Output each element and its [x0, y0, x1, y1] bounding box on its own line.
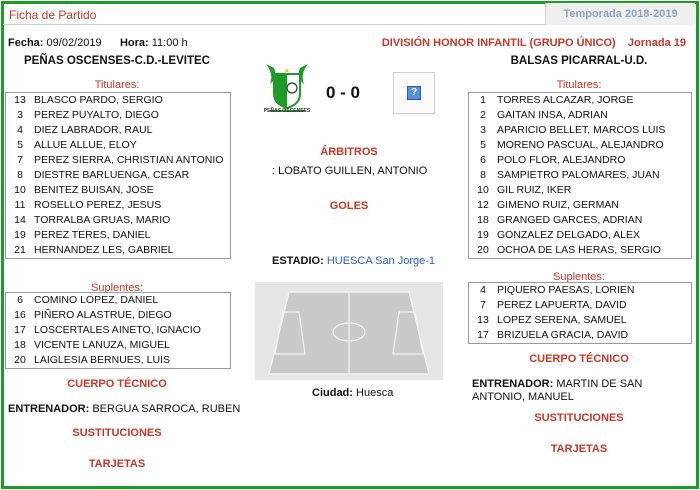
- date-label: Fecha:: [8, 37, 44, 49]
- goals-title: GOLES: [329, 200, 369, 212]
- player-row[interactable]: [469, 108, 691, 123]
- home-starters-list: [5, 92, 231, 259]
- round-label: Jornada 19: [627, 37, 686, 49]
- player-row[interactable]: [469, 153, 691, 168]
- player-row[interactable]: [6, 353, 230, 368]
- away-logo-placeholder: [393, 72, 435, 114]
- player-number: 13: [14, 94, 26, 106]
- player-number: 20: [14, 354, 26, 366]
- pitch-image: [255, 282, 443, 380]
- stadium-label: ESTADIO:: [272, 255, 324, 267]
- player-name: PIÑERO ALASTRUE, DIEGO: [34, 309, 172, 321]
- player-row[interactable]: [469, 313, 691, 328]
- player-row[interactable]: [6, 123, 230, 138]
- away-coach-name: MARTIN DE SAN ANTONIO, MANUEL: [472, 378, 643, 403]
- player-name: GIL RUIZ, IKER: [497, 184, 572, 196]
- player-number: 19: [14, 229, 26, 241]
- player-number: 6: [480, 154, 486, 166]
- division-name: DIVISIÓN HONOR INFANTIL (GRUPO ÚNICO): [381, 37, 616, 49]
- away-substitutions-title: SUSTITUCIONES: [534, 412, 624, 424]
- player-number: 13: [477, 314, 489, 326]
- player-name: LOPEZ SERENA, SAMUEL: [497, 314, 627, 326]
- player-number: 4: [17, 124, 23, 136]
- away-staff-title: CUERPO TÉCNICO: [529, 353, 629, 365]
- player-name: PEREZ SIERRA, CHRISTIAN ANTONIO: [34, 154, 224, 166]
- player-row[interactable]: [6, 338, 230, 353]
- player-row[interactable]: [469, 298, 691, 313]
- player-name: DIEZ LABRADOR, RAUL: [34, 124, 153, 136]
- player-name: GONZALEZ DELGADO, ALEX: [497, 229, 640, 241]
- player-row[interactable]: [6, 293, 230, 308]
- player-row[interactable]: [6, 308, 230, 323]
- player-number: 2: [480, 109, 486, 121]
- player-name: BRIZUELA GRACIA, DAVID: [497, 329, 629, 341]
- player-name: TORRALBA GRUAS, MARIO: [34, 214, 171, 226]
- player-number: 5: [17, 139, 23, 151]
- player-row[interactable]: [469, 198, 691, 213]
- player-row[interactable]: [6, 138, 230, 153]
- player-name: PEREZ TERES, DANIEL: [34, 229, 151, 241]
- player-row[interactable]: [469, 228, 691, 243]
- player-row[interactable]: [469, 183, 691, 198]
- home-substitutions-title: SUSTITUCIONES: [72, 427, 162, 439]
- player-number: 20: [477, 244, 489, 256]
- player-row[interactable]: [6, 243, 230, 258]
- player-number: 5: [480, 139, 486, 151]
- player-number: 4: [480, 284, 486, 296]
- player-number: 6: [17, 294, 23, 306]
- player-name: VICENTE LANUZA, MIGUEL: [34, 339, 170, 351]
- player-name: ALLUE ALLUE, ELOY: [34, 139, 137, 151]
- stadium-link[interactable]: HUESCA San Jorge-1: [326, 255, 436, 267]
- player-name: BENITEZ BUISAN, JOSE: [34, 184, 154, 196]
- player-row[interactable]: [6, 228, 230, 243]
- player-row[interactable]: [469, 123, 691, 138]
- division-info: [382, 37, 686, 49]
- player-number: 17: [477, 329, 489, 341]
- match-score: 0 - 0: [326, 83, 361, 102]
- player-row[interactable]: [6, 198, 230, 213]
- away-coach: [472, 378, 690, 404]
- player-row[interactable]: [6, 183, 230, 198]
- player-name: ROSELLO PEREZ, JESUS: [34, 199, 162, 211]
- player-number: 7: [480, 299, 486, 311]
- player-row[interactable]: [6, 213, 230, 228]
- player-name: PIQUERO PAESAS, LORIEN: [497, 284, 635, 296]
- player-name: OCHOA DE LAS HERAS, SERGIO: [497, 244, 661, 256]
- match-info: [8, 37, 188, 49]
- player-row[interactable]: [469, 168, 691, 183]
- player-name: POLO FLOR, ALEJANDRO: [497, 154, 626, 166]
- time-label: Hora:: [119, 37, 149, 49]
- player-name: GIMENO RUIZ, GERMAN: [497, 199, 619, 211]
- player-name: PEREZ LAPUERTA, DAVID: [497, 299, 627, 311]
- player-row[interactable]: [6, 153, 230, 168]
- player-number: 17: [14, 324, 26, 336]
- home-subs-list: [5, 292, 231, 369]
- player-name: GRANGED GARCES, ADRIAN: [497, 214, 643, 226]
- match-time: 11:00 h: [151, 37, 188, 49]
- player-number: 3: [480, 124, 486, 136]
- player-row[interactable]: [6, 168, 230, 183]
- away-subs-list: [468, 282, 692, 344]
- player-name: LAIGLESIA BERNUES, LUIS: [34, 354, 170, 366]
- player-name: GAITAN INSA, ADRIAN: [497, 109, 608, 121]
- player-row[interactable]: [469, 243, 691, 258]
- away-subs-title: Suplentes:: [553, 271, 605, 283]
- city-name: Huesca: [356, 387, 394, 399]
- top-bar: [3, 3, 695, 25]
- player-name: HERNANDEZ LES, GABRIEL: [34, 244, 174, 256]
- player-number: 14: [14, 214, 26, 226]
- home-starters-title: Titulares:: [94, 79, 140, 91]
- stadium-info: [272, 255, 435, 267]
- player-number: 16: [14, 309, 26, 321]
- player-name: MORENO PASCUAL, ALEJANDRO: [497, 139, 664, 151]
- away-coach-label: ENTRENADOR:: [472, 378, 554, 390]
- player-name: LOSCERTALES AINETO, IGNACIO: [34, 324, 201, 336]
- player-name: APARICIO BELLET, MARCOS LUIS: [497, 124, 666, 136]
- city-info: [312, 387, 393, 399]
- player-row[interactable]: [6, 323, 230, 338]
- home-staff-title: CUERPO TÉCNICO: [67, 378, 167, 390]
- player-number: 1: [480, 94, 486, 106]
- player-row[interactable]: [6, 93, 230, 108]
- player-number: 21: [14, 244, 26, 256]
- player-row[interactable]: [469, 328, 691, 343]
- home-crest-text: PEÑAS OSCENSES: [263, 108, 311, 114]
- player-name: PEREZ PUYALTO, DIEGO: [34, 109, 159, 121]
- city-label: Ciudad:: [312, 387, 353, 399]
- player-name: BLASCO PARDO, SERGIO: [34, 94, 163, 106]
- player-number: 8: [480, 169, 486, 181]
- home-coach: [8, 403, 240, 415]
- season-tab[interactable]: Temporada 2018-2019: [545, 3, 695, 25]
- home-team-name[interactable]: PEÑAS OSCENSES-C.D.-LEVITEC: [24, 55, 210, 67]
- player-number: 12: [477, 199, 489, 211]
- player-name: SAMPIETRO PALOMARES, JUAN: [497, 169, 660, 181]
- player-row[interactable]: [469, 93, 691, 108]
- away-team-name[interactable]: BALSAS PICARRAL-U.D.: [510, 55, 648, 67]
- player-number: 18: [14, 339, 26, 351]
- home-coach-name: BERGUA SARROCA, RUBEN: [92, 403, 241, 415]
- away-starters-list: [468, 92, 692, 259]
- page-title: Ficha de Partido: [9, 8, 97, 22]
- player-row[interactable]: [469, 283, 691, 298]
- player-number: 10: [477, 184, 489, 196]
- home-cards-title: TARJETAS: [88, 458, 146, 470]
- player-name: DIESTRE BARLUENGA, CESAR: [34, 169, 190, 181]
- away-starters-title: Titulares:: [556, 79, 602, 91]
- player-number: 8: [17, 169, 23, 181]
- match-date: 09/02/2019: [46, 37, 102, 49]
- player-name: COMINO LOPEZ, DANIEL: [34, 294, 159, 306]
- player-number: 10: [14, 184, 26, 196]
- player-number: 19: [477, 229, 489, 241]
- referee-name: : LOBATO GUILLEN, ANTONIO: [272, 165, 428, 177]
- player-number: 7: [17, 154, 23, 166]
- away-cards-title: TARJETAS: [550, 443, 608, 455]
- player-row[interactable]: [6, 108, 230, 123]
- player-number: 18: [477, 214, 489, 226]
- home-coach-label: ENTRENADOR:: [8, 403, 90, 415]
- player-row[interactable]: [469, 138, 691, 153]
- player-number: 3: [17, 109, 23, 121]
- referees-title: ÁRBITROS: [320, 146, 378, 158]
- player-row[interactable]: [469, 213, 691, 228]
- player-name: TORRES ALCAZAR, JORGE: [497, 94, 634, 106]
- player-number: 11: [14, 199, 26, 211]
- question-icon: ?: [407, 86, 421, 100]
- home-subs-title: Suplentes:: [91, 282, 143, 294]
